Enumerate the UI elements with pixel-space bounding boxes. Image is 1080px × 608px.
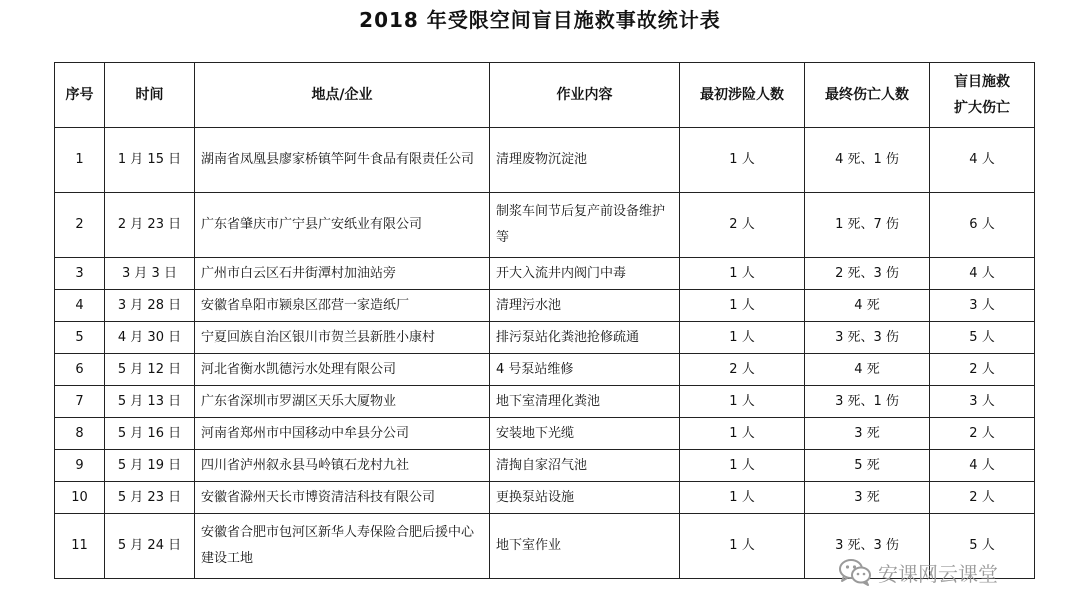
cell-date: 5 月 24 日 <box>105 514 195 579</box>
header-initial-people: 最初涉险人数 <box>680 63 805 128</box>
cell-location: 四川省泸州叙永县马岭镇石龙村九社 <box>195 450 490 482</box>
cell-task: 排污泵站化粪池抢修疏通 <box>490 322 680 354</box>
cell-location: 河南省郑州市中国移动中牟县分公司 <box>195 418 490 450</box>
cell-final: 5 死 <box>805 450 930 482</box>
cell-final: 3 死、3 伤 <box>805 514 930 579</box>
cell-final: 3 死 <box>805 418 930 450</box>
cell-final: 1 死、7 伤 <box>805 193 930 258</box>
cell-task: 清掏自家沼气池 <box>490 450 680 482</box>
cell-date: 1 月 15 日 <box>105 128 195 193</box>
table-row <box>55 290 1035 322</box>
cell-task: 4 号泵站维修 <box>490 354 680 386</box>
cell-task: 制浆车间节后复产前设备维护等 <box>490 193 680 258</box>
cell-no: 8 <box>55 418 105 450</box>
cell-location: 广东省肇庆市广宁县广安纸业有限公司 <box>195 193 490 258</box>
cell-blind: 2 人 <box>930 418 1035 450</box>
cell-blind: 2 人 <box>930 482 1035 514</box>
cell-date: 5 月 13 日 <box>105 386 195 418</box>
table-header-row <box>55 63 1035 128</box>
cell-final: 3 死、3 伤 <box>805 322 930 354</box>
cell-no: 9 <box>55 450 105 482</box>
header-blind-rescue <box>930 63 1035 128</box>
cell-blind: 2 人 <box>930 354 1035 386</box>
cell-location: 广州市白云区石井街潭村加油站旁 <box>195 258 490 290</box>
cell-task: 地下室作业 <box>490 514 680 579</box>
header-final-casualties: 最终伤亡人数 <box>805 63 930 128</box>
table-row <box>55 482 1035 514</box>
table-row <box>55 354 1035 386</box>
cell-no: 6 <box>55 354 105 386</box>
cell-initial: 1 人 <box>680 450 805 482</box>
cell-final: 4 死 <box>805 354 930 386</box>
cell-location: 湖南省凤凰县廖家桥镇竿阿牛食品有限责任公司 <box>195 128 490 193</box>
cell-initial: 1 人 <box>680 290 805 322</box>
cell-initial: 1 人 <box>680 128 805 193</box>
cell-no: 5 <box>55 322 105 354</box>
header-no: 序号 <box>55 63 105 128</box>
cell-location: 宁夏回族自治区银川市贺兰县新胜小康村 <box>195 322 490 354</box>
table-row <box>55 322 1035 354</box>
cell-initial: 1 人 <box>680 482 805 514</box>
cell-initial: 1 人 <box>680 386 805 418</box>
wechat-icon <box>838 558 872 586</box>
header-date: 时间 <box>105 63 195 128</box>
cell-date: 3 月 28 日 <box>105 290 195 322</box>
table-row <box>55 193 1035 258</box>
cell-initial: 1 人 <box>680 322 805 354</box>
cell-final: 3 死 <box>805 482 930 514</box>
cell-date: 3 月 3 日 <box>105 258 195 290</box>
cell-initial: 1 人 <box>680 418 805 450</box>
header-blind-rescue-line1: 盲目施救 <box>954 74 1010 90</box>
cell-initial: 2 人 <box>680 354 805 386</box>
cell-date: 5 月 16 日 <box>105 418 195 450</box>
cell-date: 5 月 19 日 <box>105 450 195 482</box>
cell-blind: 5 人 <box>930 514 1035 579</box>
cell-blind: 4 人 <box>930 258 1035 290</box>
table-row <box>55 450 1035 482</box>
cell-no: 1 <box>55 128 105 193</box>
cell-task: 地下室清理化粪池 <box>490 386 680 418</box>
header-task: 作业内容 <box>490 63 680 128</box>
cell-blind: 3 人 <box>930 386 1035 418</box>
cell-task: 开大入流井内阀门中毒 <box>490 258 680 290</box>
watermark <box>838 556 998 588</box>
cell-date: 4 月 30 日 <box>105 322 195 354</box>
cell-no: 2 <box>55 193 105 258</box>
table-row <box>55 386 1035 418</box>
cell-task: 更换泵站设施 <box>490 482 680 514</box>
cell-task: 清理废物沉淀池 <box>490 128 680 193</box>
cell-task: 安装地下光缆 <box>490 418 680 450</box>
cell-no: 4 <box>55 290 105 322</box>
page-title: 2018 年受限空间盲目施救事故统计表 <box>359 8 721 32</box>
cell-final: 3 死、1 伤 <box>805 386 930 418</box>
cell-no: 11 <box>55 514 105 579</box>
cell-blind: 4 人 <box>930 128 1035 193</box>
cell-location: 安徽省阜阳市颍泉区邵营一家造纸厂 <box>195 290 490 322</box>
cell-initial: 2 人 <box>680 193 805 258</box>
cell-location: 广东省深圳市罗湖区天乐大厦物业 <box>195 386 490 418</box>
cell-date: 5 月 23 日 <box>105 482 195 514</box>
cell-location: 安徽省合肥市包河区新华人寿保险合肥后援中心建设工地 <box>195 514 490 579</box>
cell-location: 安徽省滁州天长市博资清洁科技有限公司 <box>195 482 490 514</box>
cell-blind: 5 人 <box>930 322 1035 354</box>
header-location: 地点/企业 <box>195 63 490 128</box>
table-row <box>55 258 1035 290</box>
cell-initial: 1 人 <box>680 258 805 290</box>
cell-blind: 6 人 <box>930 193 1035 258</box>
table-row <box>55 418 1035 450</box>
cell-blind: 3 人 <box>930 290 1035 322</box>
accident-statistics-table <box>54 62 1035 579</box>
cell-blind: 4 人 <box>930 450 1035 482</box>
cell-location: 河北省衡水凯德污水处理有限公司 <box>195 354 490 386</box>
cell-no: 10 <box>55 482 105 514</box>
cell-task: 清理污水池 <box>490 290 680 322</box>
cell-final: 4 死 <box>805 290 930 322</box>
cell-final: 2 死、3 伤 <box>805 258 930 290</box>
cell-date: 2 月 23 日 <box>105 193 195 258</box>
cell-no: 7 <box>55 386 105 418</box>
table-row <box>55 128 1035 193</box>
cell-initial: 1 人 <box>680 514 805 579</box>
cell-final: 4 死、1 伤 <box>805 128 930 193</box>
watermark-text: 安课网云课堂 <box>878 561 998 586</box>
header-blind-rescue-line2: 扩大伤亡 <box>954 100 1010 116</box>
cell-date: 5 月 12 日 <box>105 354 195 386</box>
cell-no: 3 <box>55 258 105 290</box>
